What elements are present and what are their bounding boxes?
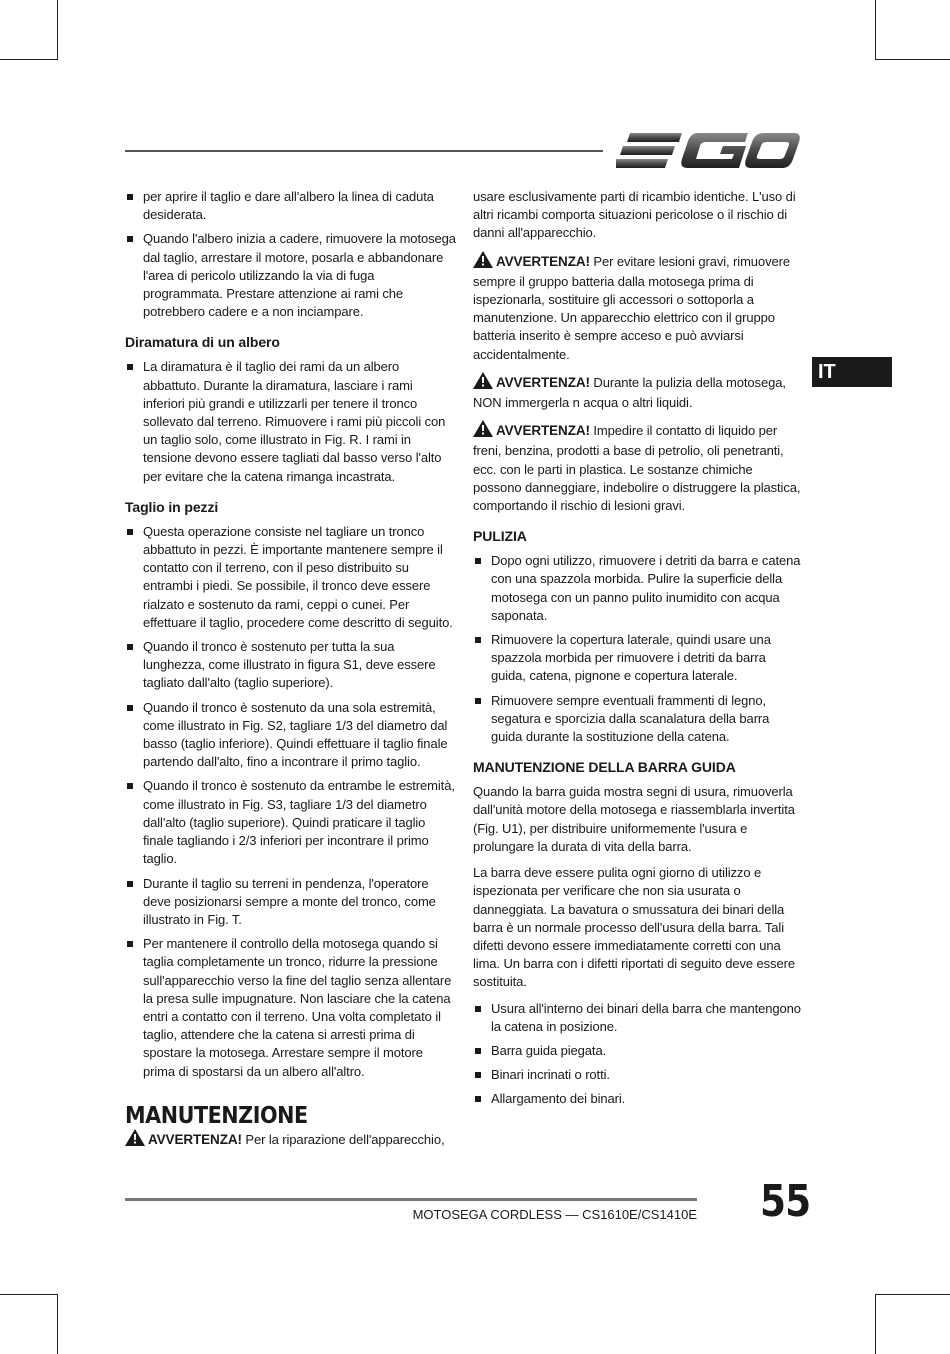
warning-water xyxy=(473,372,803,412)
bullet-icon xyxy=(127,941,133,947)
list-item: Binari incrinati o rotti. xyxy=(473,1066,803,1084)
crop-mark xyxy=(875,1294,876,1354)
section-heading-diramatura: Diramatura di un albero xyxy=(125,334,280,351)
crop-mark xyxy=(57,1294,58,1354)
list-item: Durante il taglio su terreni in pendenza, l'operatore deve posizionarsi sempre a monte del tronco, come illustrato in Fig. T. xyxy=(125,875,457,930)
crop-mark xyxy=(875,1294,950,1295)
warning-text: Per la riparazione dell'apparecchio, xyxy=(241,1131,445,1147)
list-item: Dopo ogni utilizzo, rimuovere i detriti da barra e catena con una spazzola morbida. Pulire la superficie della motosega con un panno pulito inumidito con acqua saponata. xyxy=(473,552,803,625)
taglio-bullet-list xyxy=(125,523,457,1081)
bullet-icon xyxy=(127,644,133,650)
warning-label: AVVERTENZA! xyxy=(496,374,590,390)
bullet-icon xyxy=(127,705,133,711)
bullet-icon xyxy=(475,1048,481,1054)
crop-mark xyxy=(875,59,950,60)
crop-mark xyxy=(875,0,876,60)
section-heading-pulizia: PULIZIA xyxy=(473,528,527,545)
bullet-icon xyxy=(127,881,133,887)
bullet-icon xyxy=(475,637,481,643)
header-rule xyxy=(125,150,603,152)
ego-logo xyxy=(616,128,800,177)
warning-label: AVVERTENZA! xyxy=(496,253,590,269)
footer-rule xyxy=(125,1198,697,1201)
cleaning-bullet-list xyxy=(473,552,803,746)
list-item: Rimuovere la copertura laterale, quindi usare una spazzola morbida per rimuovere i detriti da barra guida, catena, pignone e copertura laterale. xyxy=(473,631,803,686)
list-item: La diramatura è il taglio dei rami da un albero abbattuto. Durante la diramatura, lasciare i rami inferiori più grandi e utilizzarli per tenere il tronco sollevato dal terreno. Rimuovere i rami più piccoli con un taglio solo, come illustrato in Fig. R. I rami in tensione devono essere tagliati dal basso verso l'alto per evitare che la catena rimanga incastrata. xyxy=(125,358,457,485)
bullet-icon xyxy=(475,558,481,564)
warning-triangle-icon xyxy=(473,420,493,442)
bullet-icon xyxy=(475,698,481,704)
intro-bullet-list xyxy=(125,188,457,321)
list-item: Usura all'interno dei binari della barra che mantengono la catena in posizione. xyxy=(473,1000,803,1036)
bullet-icon xyxy=(127,783,133,789)
bullet-icon xyxy=(475,1096,481,1102)
warning-text: Impedire il contatto di liquido per freni, benzina, prodotti a base di petrolio, oli penetranti, ecc. con le parti in plastica. Le sostanze chimiche possono danneggiare, indebolire o distruggere la plastica, comportando il rischio di lesioni gravi. xyxy=(473,423,801,514)
warning-label: AVVERTENZA! xyxy=(496,423,590,439)
crop-mark xyxy=(57,0,58,60)
warning-triangle-icon xyxy=(473,372,493,394)
list-item: Rimuovere sempre eventuali frammenti di legno, segatura e sporcizia dalla scanalatura della barra guida durante la sostituzione della catena. xyxy=(473,692,803,747)
list-item: Questa operazione consiste nel tagliare un tronco abbattuto in pezzi. È importante mantenere sempre il contatto con il terreno, con il peso distribuito su entrambi i piedi. Se possibile, il tronco deve essere rialzato e sostenuto da rami, ceppi o cunei. Per effettuare il taglio, procedere come descritto di seguito. xyxy=(125,523,457,632)
bullet-icon xyxy=(475,1072,481,1078)
list-item: Quando il tronco è sostenuto per tutta la sua lunghezza, come illustrato in figura S1, deve essere tagliato dall'alto (taglio superiore). xyxy=(125,638,457,693)
crop-mark xyxy=(0,1294,58,1295)
warning-text: Durante la pulizia della motosega, NON immergerla n acqua o altri liquidi. xyxy=(473,374,786,411)
page-number: 55 xyxy=(760,1176,811,1227)
bullet-icon xyxy=(475,1006,481,1012)
language-tab: IT xyxy=(812,357,892,387)
section-heading-barra-guida: MANUTENZIONE DELLA BARRA GUIDA xyxy=(473,759,736,776)
bar-defects-list xyxy=(473,1000,803,1109)
right-column xyxy=(473,188,803,1117)
warning-triangle-icon xyxy=(125,1129,145,1151)
bullet-icon xyxy=(127,364,133,370)
bullet-icon xyxy=(127,529,133,535)
list-item: Quando il tronco è sostenuto da una sola estremità, come illustrato in Fig. S2, tagliare 1/3 del diametro dal basso (taglio inferiore). Quindi effettuare il taglio finale partendo dall'alto, fino a incontrare il primo taglio. xyxy=(125,699,457,772)
maintenance-warning xyxy=(125,1129,457,1151)
list-item: Per mantenere il controllo della motosega quando si taglia completamente un tronco, ridurre la pressione sull'apparecchio verso la fine del taglio senza allentare la presa sulle impugnature. Non lasciare che la catena entri a contatto con il terreno. Una volta completato il taglio, attendere che la catena si arresti prima di spostare la motosega. Arrestare sempre il motore prima di spostarsi da un albero all'altro. xyxy=(125,935,457,1081)
list-item: Barra guida piegata. xyxy=(473,1042,803,1060)
list-item: Quando l'albero inizia a cadere, rimuovere la motosega dal taglio, arrestare il motore, posarla e abbandonare l'area di pericolo utilizzando la via di fuga programmata. Prestare attenzione ai rami che potrebbero cadere e a non inciampare. xyxy=(125,230,457,321)
left-column xyxy=(125,188,457,1159)
diramatura-bullet-list xyxy=(125,358,457,485)
list-item: Quando il tronco è sostenuto da entrambe le estremità, come illustrato in Fig. S3, tagliare 1/3 del diametro dall'alto (taglio superiore). Quindi praticare il taglio finale tagliando i 2/3 inferiori per incontrare il primo taglio. xyxy=(125,777,457,868)
maintenance-title: MANUTENZIONE xyxy=(125,1102,308,1129)
continuation-paragraph: usare esclusivamente parti di ricambio identiche. L'uso di altri ricambi comporta situazioni pericolose o il rischio di danni all'apparecchio. xyxy=(473,189,796,241)
warning-chemicals xyxy=(473,420,803,515)
bar-paragraph: La barra deve essere pulita ogni giorno di utilizzo e ispezionata per verificare che non sia usurata o danneggiata. La bavatura o smussatura dei binari della barra è un normale processo dell'usura della barra. Tali difetti devono essere immediatamente corretti con una lima. Un barra con i difetti riportati di seguito deve essere sostituita. xyxy=(473,865,795,990)
bullet-icon xyxy=(127,194,133,200)
list-item: per aprire il taglio e dare all'albero la linea di caduta desiderata. xyxy=(125,188,457,224)
warning-triangle-icon xyxy=(473,251,493,273)
section-heading-taglio: Taglio in pezzi xyxy=(125,498,219,515)
bar-paragraph: Quando la barra guida mostra segni di usura, rimuoverla dall'unità motore della motosega e riassemblarla invertita (Fig. U1), per distribuire uniformemente l'usura e prolungare la durata di vita della barra. xyxy=(473,784,795,854)
crop-mark xyxy=(0,59,58,60)
footer-product-name: MOTOSEGA CORDLESS — CS1610E/CS1410E xyxy=(412,1207,697,1222)
warning-battery xyxy=(473,251,803,364)
list-item: Allargamento dei binari. xyxy=(473,1090,803,1108)
warning-label: AVVERTENZA! xyxy=(148,1131,242,1147)
warning-text: Per evitare lesioni gravi, rimuovere sempre il gruppo batteria dalla motosega prima di ispezionarla, sostituire gli accessori o sottoporla a manutenzione. Un apparecchio elettrico con il gruppo batteria inserito è sempre acceso e può avviarsi accidentalmente. xyxy=(473,253,790,362)
bullet-icon xyxy=(127,236,133,242)
